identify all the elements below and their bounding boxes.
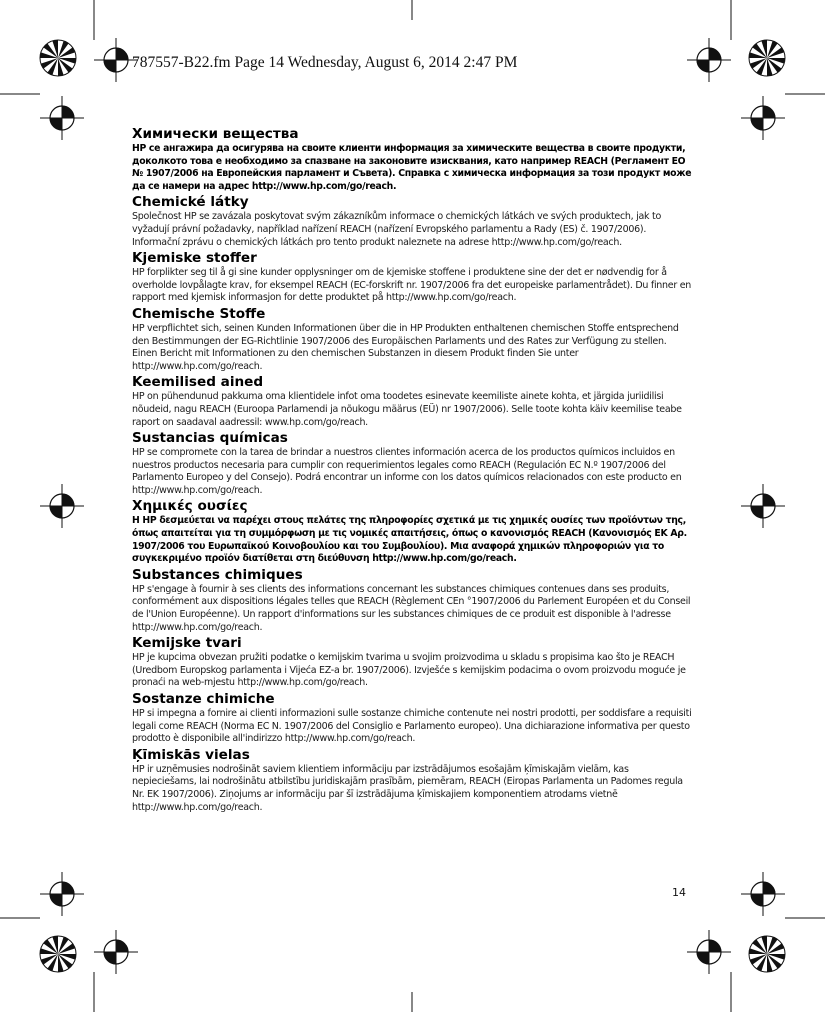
section-body-estonian: HP on pühendunud pakkuma oma klientidele infot oma toodetes esinevate keemiliste ainete kohta, et järgida juriidilisi nõudeid, nagu REACH (Euroopa Parlamendi ja nõukogu määrus (EÜ) nr 1907/2006). Selle toote kohta käiv keemilise teabe raport on saadaval aadressil: www.hp.com/go/reach. <box>132 391 682 428</box>
section-title-german: Chemische Stoffe <box>132 305 266 322</box>
print-info-header: 787557-B22.fm Page 14 Wednesday, August 6, 2014 2:47 PM <box>132 54 518 71</box>
section-body-french: HP s'engage à fournir à ses clients des informations concernant les substances chimiques contenues dans ses produits, conformément aux dispositions légales telles que REACH (Règlement CEn °1907/2006 du Parlement Européen et du Conseil de l'Union Européenne). Un rapport d'informations sur les substances chimiques de ce produit est disponible à l'adresse http://www.hp.com/go/reach. <box>132 583 691 633</box>
section-title-estonian: Keemilised ained <box>132 374 264 391</box>
section-body-latvian: HP ir uzņēmusies nodrošināt saviem klientiem informāciju par izstrādājumos esošajām ķīmiskajām vielām, kas nepieciešams, lai nodrošinātu atbilstību juridiskajām prasībām, piemēram, REACH (Eiropas Parlamenta un Padomes regula Nr. EK 1907/2006). Ziņojums ar informāciju par šī izstrādājuma ķīmiskajiem komponentiem atrodams vietnē http://www.hp.com/go/reach. <box>132 763 683 813</box>
section-title-croatian: Kemijske tvari <box>132 635 242 652</box>
section-body-german: HP verpflichtet sich, seinen Kunden Informationen über die in HP Produkten enthaltenen chemischen Stoffe entsprechend den Bestimmungen der EG-Richtlinie 1907/2006 des Europäischen Parlaments und des Rates zur Verfügung zu stellen. Einen Bericht mit Informationen zu den chemischen Substanzen in diesem Produkt finden Sie unter http://www.hp.com/go/reach. <box>132 322 679 372</box>
section-title-italian: Sostanze chimiche <box>132 691 275 707</box>
section-body-croatian: HP je kupcima obvezan pružiti podatke o kemijskim tvarima u svojim proizvodima u skladu s propisima kao što je REACH (Uredbom Europskog parlamenta i Vijeća EZ-a br. 1907/2006). Izvješće s kemijskim podacima o ovom proizvodu moguće je pronaći na web-mjestu http://www.hp.com/go/reach. <box>132 652 686 689</box>
section-title-latvian: Ķīmiskās vielas <box>132 746 250 763</box>
section-title-bulgarian: Химически вещества <box>132 126 299 142</box>
section-body-norwegian: HP forplikter seg til å gi sine kunder opplysninger om de kjemiske stoffene i produktene sine der det er nødvendig for å overholde lovpålagte krav, for eksempel REACH (EC-forskrift nr. 1907/2006 fra det europeiske parlamentrådet). Du finner en rapport med kjemisk informasjon for dette produktet på http://www.hp.com/go/reach. <box>132 267 692 304</box>
section-body-czech: Společnost HP se zavázala poskytovat svým zákazníkům informace o chemických látkách ve svých produktech, jak to vyžadují právní požadavky, například nařízení REACH (nařízení Evropského parlamentu a Rady (ES) č. 1907/2006). Informační zprávu o chemických látkách pro tento produkt naleznete na adrese http://www.hp.com/go/reach. <box>132 211 661 248</box>
section-title-french: Substances chimiques <box>132 566 303 583</box>
section-body-bulgarian: HP се ангажира да осигурява на своите клиенти информация за химическите вещества в своите продукти, доколкото това е необходимо за спазване на законовите изисквания, като например REACH (Регламент ЕО № 1907/2006 на Европейския парламент и Съвета). Справка с химическа информация за този продукт може да се намери на адрес http://www.hp.com/go/reach. <box>132 143 692 192</box>
section-body-greek: Η HP δεσμεύεται να παρέχει στους πελάτες της πληροφορίες σχετικά με τις χημικές ουσίες των προϊόντων της, όπως απαιτείται για τη συμμόρφωση με τις νομικές απαιτήσεις, όπως ο κανονισμός REACH (Κανονισμός ΕΚ Αρ. 1907/2006 του Ευρωπαϊκού Κοινοβουλίου και του Συμβουλίου). Μια αναφορά χημικών πληροφοριών για το συγκεκριμένο προϊόν διατίθεται στη διεύθυνση http://www.hp.com/go/reach. <box>132 515 687 565</box>
page-number: 14 <box>672 886 686 899</box>
section-title-greek: Χημικές ουσίες <box>132 498 248 515</box>
document-body <box>132 126 692 815</box>
section-title-spanish: Sustancias químicas <box>132 430 288 447</box>
section-body-italian: HP si impegna a fornire ai clienti informazioni sulle sostanze chimiche contenute nei nostri prodotti, per soddisfare a requisiti legali come REACH (Norma EC N. 1907/2006 del Consiglio e Parlamento europeo). Una dichiarazione informativa per questo prodotto è disponibile all'indirizzo http://www.hp.com/go/reach. <box>132 708 692 745</box>
section-title-norwegian: Kjemiske stoffer <box>132 250 257 267</box>
section-title-czech: Chemické látky <box>132 194 249 211</box>
section-body-spanish: HP se compromete con la tarea de brindar a nuestros clientes información acerca de los productos químicos incluidos en nuestros productos necesaria para cumplir con requerimientos legales como REACH (Regulación EC N.º 1907/2006 del Parlamento Europeo y del Consejo). Podrá encontrar un informe con los datos químicos relacionados con este producto en http://www.hp.com/go/reach. <box>132 447 682 496</box>
